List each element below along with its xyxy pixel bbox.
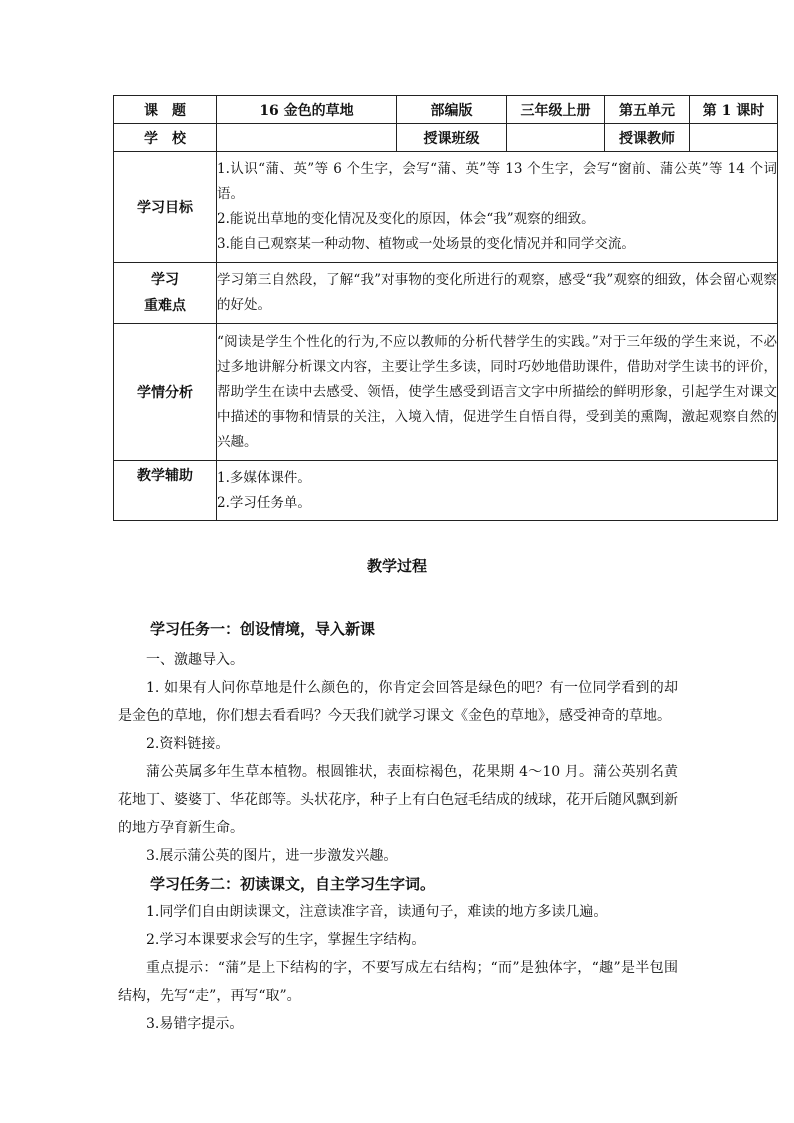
lesson-plan-table <box>113 95 778 521</box>
paragraph: 重点提示：“蒲”是上下结构的字，不要写成左右结构；“而”是独体字，“趣”是半包围结构，先写“走”，再写“取”。 <box>118 960 678 1004</box>
class-label: 授课班级 <box>397 124 507 152</box>
paragraph: 2.资料链接。 <box>146 736 230 752</box>
paragraph: 一、激趣导入。 <box>146 652 244 668</box>
paragraph: 3.展示蒲公英的图片，进一步激发兴趣。 <box>146 848 398 864</box>
analysis-row <box>114 324 778 461</box>
key-points-label-line2: 重难点 <box>144 298 186 314</box>
school-row <box>114 124 778 152</box>
objectives-content <box>217 152 778 263</box>
edition-value: 部编版 <box>397 96 507 124</box>
objective-item: 1.认识“蒲、英”等 6 个生字，会写“蒲、英”等 13 个生字，会写“窗前、蒲公英”等 14 个词语。 <box>217 161 777 202</box>
key-points-label-line1: 学习 <box>151 272 179 288</box>
aids-label: 教学辅助 <box>114 461 217 521</box>
process-title: 教学过程 <box>366 557 427 575</box>
aid-item: 2.学习任务单。 <box>217 494 311 511</box>
teacher-label: 授课教师 <box>605 124 690 152</box>
topic-label: 课 题 <box>114 96 217 124</box>
paragraph: 3.易错字提示。 <box>146 1016 244 1032</box>
process-body <box>118 615 678 1038</box>
topic-value: 16 金色的草地 <box>217 96 397 124</box>
objectives-row <box>114 152 778 263</box>
objective-item: 2.能说出草地的变化情况及变化的原因，体会“我”观察的细致。 <box>217 211 595 227</box>
key-points-label <box>114 263 217 324</box>
aid-item: 1.多媒体课件。 <box>217 469 311 486</box>
task2-title: 学习任务二：初读课文，自主学习生字词。 <box>150 875 436 893</box>
class-value <box>507 124 605 152</box>
objective-item: 3.能自己观察某一种动物、植物或一处场景的变化情况并和同学交流。 <box>217 236 635 252</box>
paragraph: 1. 如果有人问你草地是什么颜色的，你肯定会回答是绿色的吧？有一位同学看到的却是金色的草地，你们想去看看吗？今天我们就学习课文《金色的草地》，感受神奇的草地。 <box>118 680 678 724</box>
header-row <box>114 96 778 124</box>
unit-value: 第五单元 <box>605 96 690 124</box>
paragraph: 1.同学们自由朗读课文，注意读准字音，读通句子，难读的地方多读几遍。 <box>146 904 608 920</box>
analysis-label: 学情分析 <box>114 324 217 461</box>
task1-title: 学习任务一：创设情境，导入新课 <box>150 620 376 638</box>
aids-row <box>114 461 778 521</box>
paragraph: 蒲公英属多年生草本植物。根圆锥状，表面棕褐色，花果期 4～10 月。蒲公英别名黄花地丁、婆婆丁、华花郎等。头状花序，种子上有白色冠毛结成的绒球，花开后随风飘到新的地方孕育新生命。 <box>118 764 678 836</box>
lesson-value: 第 1 课时 <box>690 96 778 124</box>
school-label: 学 校 <box>114 124 217 152</box>
grade-value: 三年级上册 <box>507 96 605 124</box>
key-points-row <box>114 263 778 324</box>
key-points-content: 学习第三自然段，了解“我”对事物的变化所进行的观察，感受“我”观察的细致，体会留心观察的好处。 <box>217 263 778 324</box>
paragraph: 2.学习本课要求会写的生字，掌握生字结构。 <box>146 932 426 948</box>
teacher-value <box>690 124 778 152</box>
aids-content <box>217 461 778 521</box>
analysis-content: “阅读是学生个性化的行为,不应以教师的分析代替学生的实践。”对于三年级的学生来说，不必过多地讲解分析课文内容，主要让学生多读，同时巧妙地借助课件，借助对学生读书的评价，帮助学生在读中去感受、领悟，使学生感受到语言文字中所描绘的鲜明形象，引起学生对课文中描述的事物和情景的关注，入境入情，促进学生自悟自得，受到美的熏陶，激起观察自然的兴趣。 <box>217 324 778 461</box>
objectives-label: 学习目标 <box>114 152 217 263</box>
school-value <box>217 124 397 152</box>
